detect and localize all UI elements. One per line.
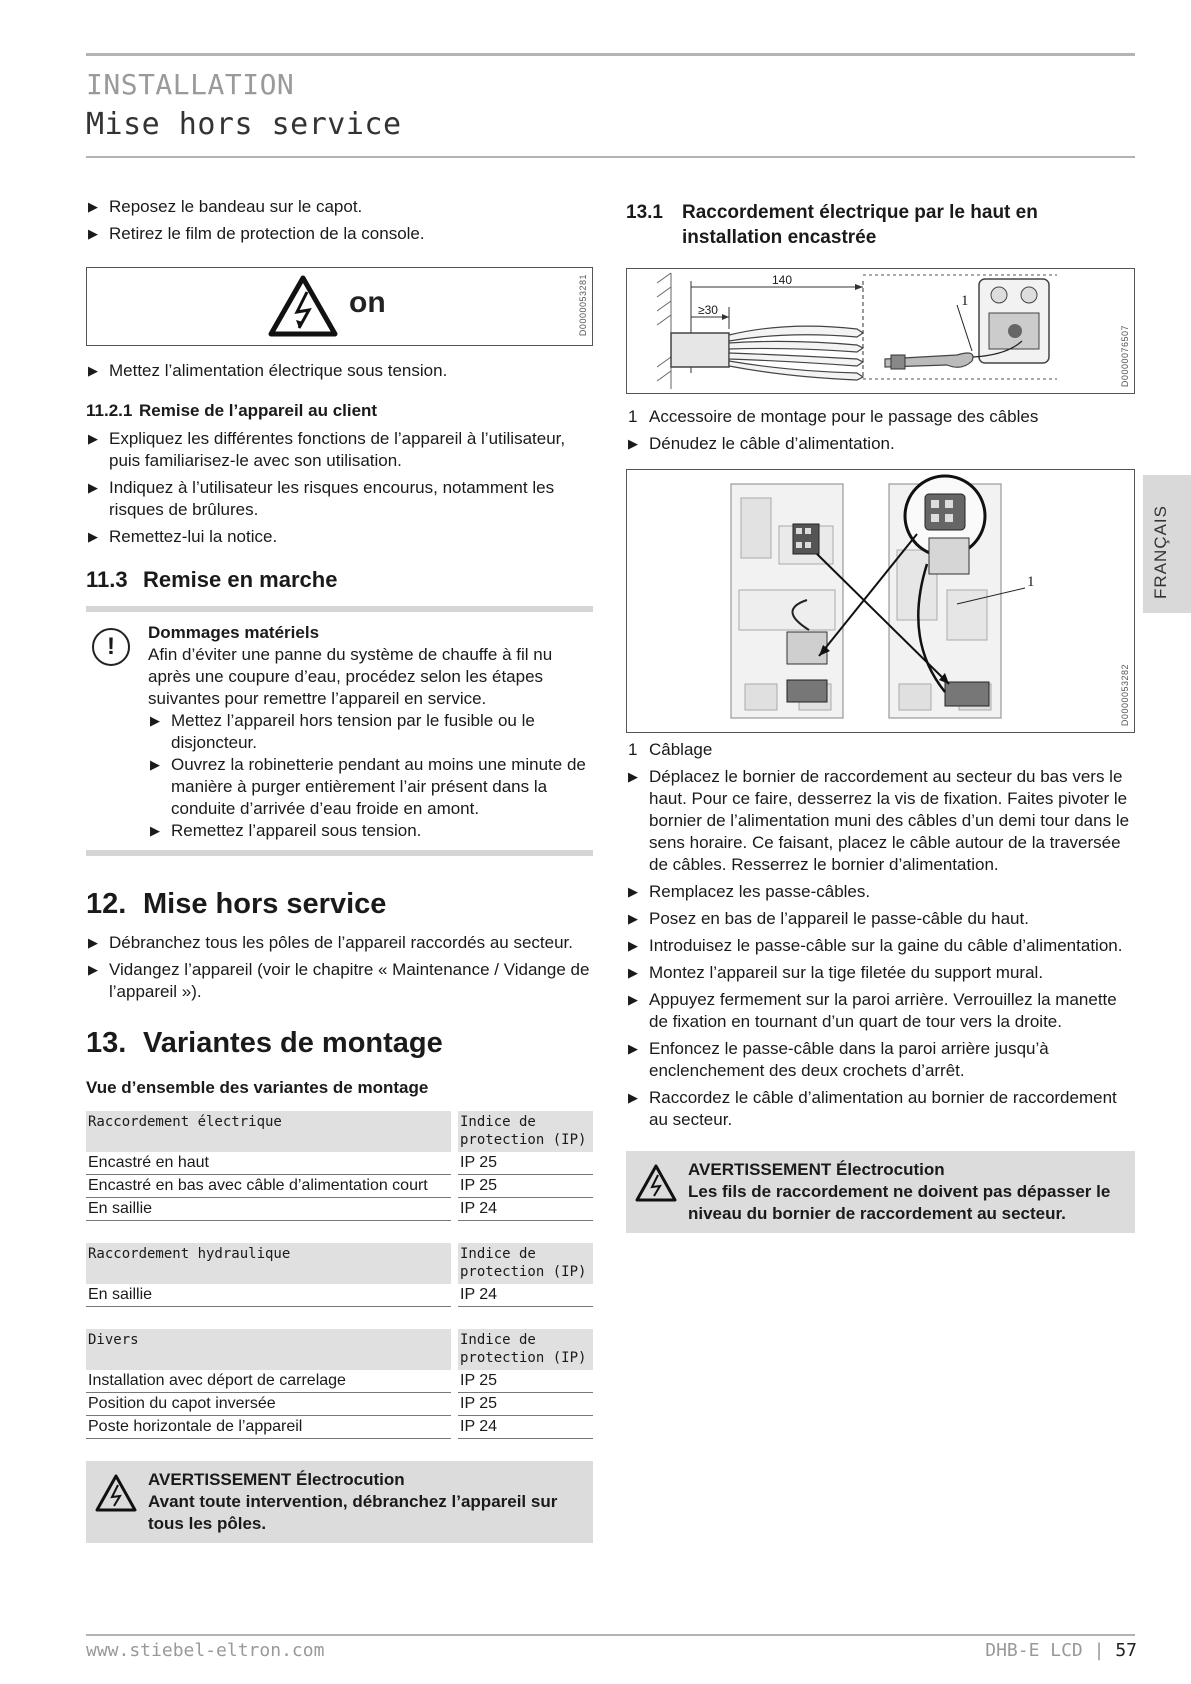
footer-separator: |	[1093, 1640, 1105, 1661]
list-item: ▶ Déplacez le bornier de raccordement au secteur du bas vers le haut. Pour ce faire, desserrez la vis de fixation. Faites pivoter le bornier de l’alimentation muni des câbles d’un demi tour dans le sens horaire. Ce faisant, placez le câble autour de la traversée de câbles. Resserrez le bornier d’alimentation.	[626, 766, 1135, 876]
list-item: ▶ Indiquez à l’utilisateur les risques encourus, notamment les risques de brûlures.	[86, 477, 593, 521]
on-label: on	[349, 286, 386, 319]
footer-url: www.stiebel-eltron.com	[86, 1640, 325, 1661]
legend-item	[626, 406, 1135, 428]
legend-number: 1	[628, 740, 638, 759]
list-item: ▶ Appuyez fermement sur la paroi arrière. Verrouillez la manette de fixation en tournant d’un quart de tour vers la droite.	[626, 989, 1135, 1033]
table-header-row	[86, 1111, 593, 1152]
notice-text: Afin d’éviter une panne du système de chauffe à fil nu après une coupure d’eau, procédez selon les étapes suivantes pour remettre l’appareil en service.	[148, 645, 553, 708]
electrocution-warning	[86, 1461, 593, 1543]
legend-text: Câblage	[649, 740, 713, 759]
table-cell: IP 25	[458, 1152, 593, 1175]
subsection-heading	[86, 400, 593, 422]
list-item: ▶ Introduisez le passe-câble sur la gaine du câble d’alimentation.	[626, 935, 1135, 957]
section-heading	[86, 1025, 593, 1061]
list-item: ▶ Retirez le film de protection de la console.	[86, 223, 593, 245]
notice-title: Dommages matériels	[148, 623, 320, 642]
power-on-symbol-box	[86, 267, 593, 346]
exclamation-icon: !	[92, 628, 130, 666]
page-number: 57	[1115, 1640, 1137, 1661]
section-title: Mise hors service	[143, 888, 387, 920]
section-title: Variantes de montage	[143, 1027, 443, 1059]
table-row	[86, 1393, 593, 1416]
electrical-connection-table	[86, 1111, 593, 1221]
electrocution-warning	[626, 1151, 1135, 1233]
footer-rule	[86, 1634, 1135, 1636]
list-item: ▶ Remettez l’appareil sous tension.	[148, 820, 589, 842]
table-cell: IP 25	[458, 1393, 593, 1416]
list-item: ▶ Remplacez les passe-câbles.	[626, 881, 1135, 903]
list-item: ▶ Mettez l’appareil hors tension par le fusible ou le disjoncteur.	[148, 710, 589, 754]
dimension-label: ≥30	[698, 303, 718, 317]
warning-title: AVERTISSEMENT Électrocution	[688, 1160, 945, 1179]
section-heading	[86, 886, 593, 922]
table-cell: IP 25	[458, 1370, 593, 1393]
header-rule	[86, 53, 1135, 56]
list-item: ▶ Mettez l’alimentation électrique sous tension.	[86, 360, 593, 382]
table-cell: IP 24	[458, 1284, 593, 1307]
table-cell: Encastré en bas avec câble d’alimentation court	[86, 1175, 451, 1198]
table-header-cell: Divers	[86, 1329, 451, 1370]
right-column	[626, 196, 1135, 1233]
table-cell: Position du capot inversée	[86, 1393, 451, 1416]
language-tab	[1143, 475, 1191, 613]
table-row	[86, 1284, 593, 1307]
figure-code: D0000053282	[1120, 663, 1130, 726]
list-item: ▶ Expliquez les différentes fonctions de l’appareil à l’utilisateur, puis familiarisez-le avec son utilisation.	[86, 428, 593, 472]
table-row	[86, 1370, 593, 1393]
subsection-number: 13.1	[626, 202, 663, 223]
table-header-cell: Raccordement hydraulique	[86, 1243, 451, 1284]
list-item: ▶ Reposez le bandeau sur le capot.	[86, 196, 593, 218]
section-number: 13.	[86, 1027, 127, 1059]
subsection-title: Remise de l’appareil au client	[139, 401, 378, 420]
hydraulic-connection-table	[86, 1243, 593, 1307]
list-item: ▶ Vidangez l’appareil (voir le chapitre « Maintenance / Vidange de l’appareil »).	[86, 959, 593, 1003]
warning-title: AVERTISSEMENT Électrocution	[148, 1470, 405, 1489]
warning-message: Avant toute intervention, débranchez l’appareil sur tous les pôles.	[148, 1492, 558, 1533]
table-header-cell: Indice de protection (IP)	[458, 1243, 593, 1284]
table-cell: IP 25	[458, 1175, 593, 1198]
list-item: ▶ Raccordez le câble d’alimentation au bornier de raccordement au secteur.	[626, 1087, 1135, 1131]
overview-heading: Vue d’ensemble des variantes de montage	[86, 1078, 429, 1097]
table-row	[86, 1416, 593, 1439]
list-item: ▶ Posez en bas de l’appareil le passe-câble du haut.	[626, 908, 1135, 930]
figure-code: D0000076507	[1120, 324, 1130, 387]
language-tab-label: FRANÇAIS	[1151, 505, 1170, 599]
header-bottom-rule	[86, 156, 1135, 158]
list-item: ▶ Montez l’appareil sur la tige filetée du support mural.	[626, 962, 1135, 984]
electric-hazard-icon	[94, 1473, 138, 1513]
section-title: Remise en marche	[143, 567, 338, 592]
section-number: 11.3	[86, 567, 128, 592]
list-item: ▶ Remettez-lui la notice.	[86, 526, 593, 548]
subsection-heading	[626, 200, 1135, 250]
page-title: Mise hors service	[86, 107, 402, 142]
table-cell: Encastré en haut	[86, 1152, 451, 1175]
subsection-title: Raccordement électrique par le haut en installation encastrée	[682, 202, 1038, 248]
misc-table	[86, 1329, 593, 1439]
section-heading	[86, 566, 593, 594]
wiring-figure	[626, 469, 1135, 733]
table-header-row	[86, 1243, 593, 1284]
legend-item	[626, 739, 1135, 761]
legend-text: Accessoire de montage pour le passage des câbles	[649, 407, 1039, 426]
table-header-cell: Indice de protection (IP)	[458, 1111, 593, 1152]
list-item: ▶ Débranchez tous les pôles de l’appareil raccordés au secteur.	[86, 932, 593, 954]
footer-product: DHB-E LCD	[985, 1640, 1083, 1661]
table-cell: IP 24	[458, 1416, 593, 1439]
dimension-label: 140	[772, 273, 793, 287]
table-header-row	[86, 1329, 593, 1370]
table-header-cell: Raccordement électrique	[86, 1111, 451, 1152]
electric-hazard-icon	[634, 1163, 678, 1203]
legend-number: 1	[628, 407, 638, 426]
table-row	[86, 1198, 593, 1221]
material-damage-notice	[86, 606, 593, 856]
subsection-number: 11.2.1	[86, 401, 133, 420]
list-item: ▶ Enfoncez le passe-câble dans la paroi arrière jusqu’à enclenchement des deux crochets d’arrêt.	[626, 1038, 1135, 1082]
table-row	[86, 1152, 593, 1175]
left-column	[86, 196, 593, 1543]
wiring-diagram	[627, 470, 1133, 732]
table-cell: Installation avec déport de carrelage	[86, 1370, 451, 1393]
electric-hazard-icon	[267, 274, 339, 338]
table-header-cell: Indice de protection (IP)	[458, 1329, 593, 1370]
callout-number: 1	[1027, 574, 1035, 590]
section-number: 12.	[86, 888, 127, 920]
cable-accessory-figure	[626, 268, 1135, 394]
notice-body	[148, 622, 589, 842]
footer-page-info	[985, 1640, 1137, 1661]
list-item: ▶ Dénudez le câble d’alimentation.	[626, 433, 1135, 455]
header-section: INSTALLATION	[86, 68, 295, 101]
table-cell: En saillie	[86, 1198, 451, 1221]
warning-message: Les fils de raccordement ne doivent pas dépasser le niveau du bornier de raccordement au secteur.	[688, 1182, 1111, 1223]
list-item: ▶ Ouvrez la robinetterie pendant au moins une minute de manière à purger entièrement l’air présent dans la conduite d’arrivée d’eau froide en amont.	[148, 754, 589, 820]
table-cell: Poste horizontale de l’appareil	[86, 1416, 451, 1439]
cable-diagram	[627, 269, 1133, 393]
table-cell: En saillie	[86, 1284, 451, 1307]
table-cell: IP 24	[458, 1198, 593, 1221]
callout-number: 1	[961, 293, 969, 309]
figure-code: D0000053281	[578, 274, 588, 337]
table-row	[86, 1175, 593, 1198]
